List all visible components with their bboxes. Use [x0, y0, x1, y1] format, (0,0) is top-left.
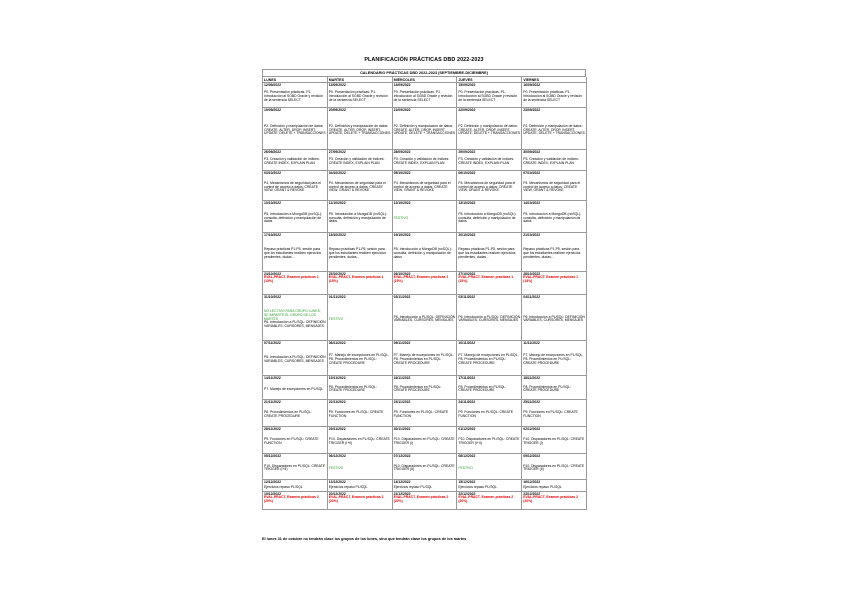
calendar-cell: [328, 295, 393, 341]
calendar-cell: [457, 272, 522, 295]
calendar-cell: [263, 83, 328, 108]
calendar-cell: [263, 201, 328, 233]
calendar-cell: [522, 376, 587, 400]
cell-activity-text: P6. Introducción a PL/SQL: DEFINICIÓN VARIABLES, CURSORES, MENSAJES: [264, 320, 326, 329]
cell-activity: P2. Definición y manipulación de datos: CREATE, ALTER, DROP, INSERT, UPDATE, DELETE + TRANSACCIONES: [264, 123, 326, 136]
cell-date: 20/10/2022: [458, 233, 476, 237]
cell-date: 15/09/2022: [458, 83, 476, 87]
calendar-cell: [457, 233, 522, 272]
cell-date: 23/09/2022: [523, 108, 541, 112]
cell-activity: P9. Funciones en PL/SQL: CREATE FUNCTION: [328, 410, 384, 418]
day-header-monday: LUNES: [263, 77, 328, 83]
calendar-cell: [328, 150, 393, 171]
cell-activity: P0. Presentación prácticas. P1. Introducción al SGBD Oracle y revisión de la sentencia SELECT: [264, 90, 323, 102]
calendar-cell: [328, 376, 393, 400]
cell-date: 21/12/2022: [393, 492, 411, 496]
day-header-tuesday: MARTES: [328, 77, 393, 83]
cell-date: 17/11/2022: [458, 376, 476, 380]
calendar-cell: [328, 454, 393, 480]
exam-label: EVAL-PRACT. Examen prácticas 2 (20%): [523, 495, 578, 504]
no-class-notice: NO LECTIVO PARA GRUPO LUNES, SE IMPARTE EL GRUPO DE LOS MARTES: [264, 308, 321, 321]
cell-activity: [264, 299, 326, 339]
cell-date: 08/11/2022: [328, 341, 346, 345]
calendar-cell: [263, 171, 328, 201]
cell-date: 14/12/2022: [393, 480, 411, 484]
cell-activity: Ejercicios repaso PL/SQL: [523, 484, 562, 489]
cell-activity: P2. Definición y manipulación de datos: CREATE, ALTER, DROP, INSERT, UPDATE, DELETE + TRANSACCIONES: [393, 123, 456, 136]
calendar-cell: [263, 295, 328, 341]
cell-date: 21/11/2022: [264, 400, 281, 404]
calendar-subtitle: CALENDARIO PRÁCTICAS DBD 2022-2023 (SEPTIEMBRE-DICIEMBRE): [262, 69, 586, 76]
calendar-cell: [393, 272, 458, 295]
cell-date: 12/09/2022: [264, 83, 281, 87]
cell-date: 09/12/2022: [523, 454, 541, 458]
exam-label: EVAL-PRACT. Examen prácticas 1 (15%): [393, 275, 449, 284]
cell-activity: P0. Presentación prácticas. P1. Introducción al SGBD Oracle y revisión de la sentencia SELECT: [523, 90, 582, 102]
cell-activity: P6. Introducción a PL/SQL: DEFINICIÓN VARIABLES, CURSORES, MENSAJES: [264, 355, 326, 363]
cell-date: 19/09/2022: [264, 108, 281, 112]
cell-activity: P6. Introducción a PL/SQL: DEFINICIÓN VARIABLES, CURSORES, MENSAJES: [523, 314, 585, 323]
calendar-cell: [522, 171, 587, 201]
cell-date: 22/12/2022: [458, 492, 476, 496]
cell-date: 26/09/2022: [264, 150, 281, 154]
cell-date: 13/12/2022: [328, 480, 346, 484]
cell-date: 15/12/2022: [458, 480, 476, 484]
calendar-cell: [457, 201, 522, 233]
cell-date: 23/12/2022: [523, 492, 541, 496]
cell-activity: P10. Disparadores en PL/SQL: CREATE TRIGGER (I+II): [264, 463, 325, 472]
calendar-cell: [393, 492, 458, 510]
cell-activity: P5. Introducción a MongoDB (noSQL): consulta, definición y manipulación de datos: [393, 247, 452, 259]
cell-date: 02/11/2022: [393, 295, 411, 299]
cell-date: 16/09/2022: [523, 83, 541, 87]
cell-date: 08/12/2022: [458, 454, 476, 458]
calendar-cell: [393, 171, 458, 201]
calendar-cell: [522, 480, 587, 492]
calendar-cell: [328, 171, 393, 201]
cell-date: 16/12/2022: [523, 480, 541, 484]
cell-date: 20/09/2022: [328, 108, 346, 112]
cell-date: 25/11/2022: [523, 400, 540, 404]
cell-date: 06/12/2022: [328, 454, 346, 458]
cell-activity: Ejercicios repaso PL/SQL: [264, 484, 303, 489]
cell-activity: P4. Mecanismos de seguridad para el control de acceso a datos: CREATE VIEW, GRANT & REVOKE: [328, 180, 386, 193]
cell-date: 17/10/2022: [264, 233, 281, 237]
calendar-cell: [457, 341, 522, 376]
calendar-cell: [263, 454, 328, 480]
calendar-grid: [262, 76, 586, 510]
calendar-cell: [522, 83, 587, 108]
cell-activity: Ejercicios repaso PL/SQL: [458, 484, 498, 489]
calendar-cell: [263, 233, 328, 272]
cell-date: 04/11/2022: [523, 295, 540, 299]
calendar-cell: [393, 201, 458, 233]
exam-label: EVAL-PRACT. Examen prácticas 2 (20%): [328, 495, 384, 504]
cell-date: 11/10/2022: [328, 201, 346, 205]
calendar-cell: [263, 376, 328, 400]
calendar-cell: [393, 295, 458, 341]
cell-activity: P4. Mecanismos de seguridad para el control de acceso a datos: CREATE VIEW, GRANT & REVOKE: [393, 180, 451, 193]
cell-activity: P10. Disparadores en PL/SQL: CREATE TRIGGER (I+II): [328, 437, 390, 445]
holiday-label: FESTIVO: [393, 215, 409, 220]
cell-date: 05/12/2022: [264, 454, 281, 458]
exam-label: EVAL-PRACT. Examen prácticas 1 (15%): [328, 275, 384, 284]
cell-date: 15/11/2022: [328, 376, 346, 380]
cell-activity: P5. Introducción a MongoDB (noSQL): consulta, definición y manipulación de datos: [328, 211, 387, 224]
cell-activity: P10. Disparadores en PL/SQL: CREATE TRIGGER (I): [523, 437, 585, 445]
cell-date: 31/10/2022: [264, 295, 281, 299]
calendar-cell: [457, 480, 522, 492]
calendar-cell: [263, 400, 328, 427]
cell-date: 03/10/2022: [264, 171, 281, 175]
cell-activity: P2. Definición y manipulación de datos: CREATE, ALTER, DROP, INSERT, UPDATE, DELETE + TRANSACCIONES: [523, 123, 585, 136]
cell-date: 27/10/2022: [458, 272, 476, 276]
cell-activity: Repaso prácticas P1-P5, sesión para que los estudiantes realicen ejercicios pendientes, dudas...: [264, 247, 322, 259]
cell-date: 23/11/2022: [393, 400, 411, 404]
cell-date: 02/12/2022: [523, 427, 541, 431]
calendar-cell: [522, 201, 587, 233]
calendar-cell: [393, 108, 458, 150]
calendar-cell: [393, 427, 458, 454]
calendar-cell: [393, 150, 458, 171]
cell-activity: Repaso prácticas P1-P5, sesión para que los estudiantes realicen ejercicios pendientes, dudas...: [458, 247, 516, 259]
cell-activity: P10. Disparadores en PL/SQL: CREATE TRIGGER (II): [523, 463, 585, 472]
cell-activity: P9. Funciones en PL/SQL: CREATE FUNCTION: [523, 410, 578, 418]
cell-date: 30/11/2022: [393, 427, 411, 431]
calendar-cell: [393, 341, 458, 376]
cell-date: 28/10/2022: [523, 272, 541, 276]
cell-activity: P5. Introducción a MongoDB (noSQL): consulta, definición y manipulación de datos: [458, 211, 517, 224]
calendar-cell: [522, 272, 587, 295]
exam-label: EVAL-PRACT. Examen prácticas 1 (15%): [458, 275, 514, 284]
cell-activity: P0. Presentación prácticas. P1. Introducción al SGBD Oracle y revisión de la sentencia SELECT: [393, 90, 453, 102]
calendar-cell: [393, 400, 458, 427]
cell-date: 10/10/2022: [264, 201, 281, 205]
cell-date: 25/10/2022: [328, 272, 346, 276]
calendar-cell: [457, 150, 522, 171]
calendar-cell: [263, 427, 328, 454]
calendar-cell: [457, 454, 522, 480]
calendar-cell: [457, 427, 522, 454]
cell-activity: P5. Introducción a MongoDB (noSQL): consulta, definición y manipulación de datos: [523, 211, 582, 224]
cell-date: 04/10/2022: [328, 171, 346, 175]
calendar-cell: [522, 427, 587, 454]
cell-activity: P7. Manejo de excepciones en PL/SQL: [264, 386, 324, 391]
calendar-cell: [263, 480, 328, 492]
exam-label: EVAL-PRACT. Examen prácticas 2 (20%): [458, 495, 514, 504]
cell-activity: P5. Introducción a MongoDB (noSQL): consulta, definición y manipulación de datos: [264, 211, 323, 224]
cell-activity: P7. Manejo de excepciones en PL/SQL, P8. Procedimientos en PL/SQL: CREATE PROCEDURE: [458, 353, 519, 365]
cell-date: 05/10/2022: [393, 171, 411, 175]
calendar-cell: [393, 233, 458, 272]
cell-date: 29/09/2022: [458, 150, 476, 154]
cell-date: 12/12/2022: [264, 480, 281, 484]
cell-date: 01/11/2022: [328, 295, 346, 299]
cell-activity: Ejercicios repaso PL/SQL: [328, 484, 368, 489]
calendar-cell: [393, 83, 458, 108]
calendar-cell: [522, 150, 587, 171]
cell-date: 07/10/2022: [523, 171, 541, 175]
calendar-cell: [457, 171, 522, 201]
calendar-cell: [328, 272, 393, 295]
calendar-cell: [328, 341, 393, 376]
cell-activity: P3. Creación y validación de índices: CREATE INDEX, EXPLAIN PLAN: [264, 157, 320, 165]
cell-date: 22/09/2022: [458, 108, 476, 112]
exam-label: EVAL-PRACT. Examen prácticas 1 (15%): [523, 275, 578, 284]
day-header-friday: VIERNES: [522, 77, 587, 83]
cell-date: 13/10/2022: [458, 201, 476, 205]
cell-activity: P0. Presentación prácticas. P1. Introducción al SGBD Oracle y revisión de la sentencia SELECT: [328, 90, 388, 102]
cell-activity: Ejercicios repaso PL/SQL: [393, 484, 433, 489]
cell-activity: P9. Funciones en PL/SQL: CREATE FUNCTION: [393, 410, 449, 418]
holiday-label: FESTIVO: [328, 465, 344, 470]
cell-date: 18/10/2022: [328, 233, 346, 237]
cell-activity: P4. Mecanismos de seguridad para el control de acceso a datos: CREATE VIEW, GRANT & REVOKE: [264, 180, 321, 193]
calendar-cell: [328, 480, 393, 492]
cell-activity: P2. Definición y manipulación de datos: CREATE, ALTER, DROP, INSERT, UPDATE, DELETE + TRANSACCIONES: [458, 123, 520, 136]
cell-date: 16/11/2022: [393, 376, 411, 380]
calendar-cell: [522, 492, 587, 510]
cell-activity: P3. Creación y validación de índices: CREATE INDEX, EXPLAIN PLAN: [523, 157, 579, 165]
cell-date: 14/11/2022: [264, 376, 281, 380]
cell-activity: P8. Procedimientos en PL/SQL: CREATE PROCEDURE: [264, 410, 312, 418]
calendar-cell: [263, 150, 328, 171]
cell-date: 20/12/2022: [328, 492, 346, 496]
cell-date: 09/11/2022: [393, 341, 411, 345]
cell-date: 10/11/2022: [458, 341, 476, 345]
cell-date: 28/11/2022: [264, 427, 281, 431]
cell-activity: P3. Creación y validación de índices: CREATE INDEX, EXPLAIN PLAN: [458, 157, 514, 165]
cell-date: 21/09/2022: [393, 108, 411, 112]
footnote: El lunes 31 de octubre no tendrán clase los grupos de los lunes, sino que tendrán clase los grupos de los martes: [262, 537, 467, 541]
cell-date: 07/12/2022: [393, 454, 411, 458]
cell-date: 14/10/2022: [523, 201, 541, 205]
cell-activity: P3. Creación y validación de índices: CREATE INDEX, EXPLAIN PLAN: [393, 157, 450, 165]
page-title: PLANIFICACIÓN PRÁCTICAS DBD 2022-2023: [364, 57, 484, 63]
cell-date: 30/09/2022: [523, 150, 541, 154]
cell-activity: Repaso prácticas P1-P5, sesión para que los estudiantes realicen ejercicios pendientes, dudas...: [328, 247, 386, 259]
cell-activity: P7. Manejo de excepciones en PL/SQL, P8. Procedimientos en PL/SQL: CREATE PROCEDURE: [393, 353, 454, 365]
day-header-thursday: JUEVES: [457, 77, 522, 83]
cell-date: 18/11/2022: [523, 376, 540, 380]
cell-date: 14/09/2022: [393, 83, 411, 87]
calendar-sheet: [262, 66, 586, 510]
holiday-label: FESTIVO: [328, 316, 344, 321]
calendar-cell: [328, 400, 393, 427]
cell-date: 01/12/2022: [458, 427, 476, 431]
cell-activity: P8. Procedimientos en PL/SQL: CREATE PROCEDURE: [328, 384, 377, 393]
cell-activity: Repaso prácticas P1-P5, sesión para que los estudiantes realicen ejercicios pendientes, dudas...: [523, 247, 581, 259]
cell-date: 03/11/2022: [458, 295, 476, 299]
cell-date: 19/12/2022: [264, 492, 281, 496]
calendar-cell: [328, 427, 393, 454]
cell-date: 26/10/2022: [393, 272, 411, 276]
cell-activity: P10. Disparadores en PL/SQL: CREATE TRIGGER (I): [393, 437, 455, 445]
cell-activity: P9. Funciones en PL/SQL: CREATE FUNCTION: [458, 410, 513, 418]
calendar-cell: [522, 233, 587, 272]
calendar-cell: [393, 480, 458, 492]
cell-activity: P6. Introducción a PL/SQL: DEFINICIÓN VARIABLES, CURSORES, MENSAJES: [393, 314, 456, 323]
cell-activity: P4. Mecanismos de seguridad para el control de acceso a datos: CREATE VIEW, GRANT & REVOKE: [458, 180, 516, 193]
cell-activity: P7. Manejo de excepciones en PL/SQL, P8. Procedimientos en PL/SQL: CREATE PROCEDURE: [523, 353, 584, 365]
cell-activity: P8. Procedimientos en PL/SQL: CREATE PROCEDURE: [458, 384, 507, 393]
cell-date: 06/10/2022: [458, 171, 476, 175]
calendar-cell: [522, 295, 587, 341]
calendar-cell: [522, 400, 587, 427]
cell-date: 29/11/2022: [328, 427, 346, 431]
calendar-cell: [522, 108, 587, 150]
cell-date: 19/10/2022: [393, 233, 411, 237]
cell-activity: P3. Creación y validación de índices: CREATE INDEX, EXPLAIN PLAN: [328, 157, 385, 165]
cell-date: 24/11/2022: [458, 400, 476, 404]
cell-date: 12/10/2022: [393, 201, 411, 205]
cell-date: 24/10/2022: [264, 272, 281, 276]
calendar-cell: [263, 108, 328, 150]
cell-activity: P4. Mecanismos de seguridad para el control de acceso a datos: CREATE VIEW, GRANT & REVOKE: [523, 180, 581, 193]
calendar-cell: [457, 400, 522, 427]
exam-label: EVAL-PRACT. Examen prácticas 2 (20%): [393, 495, 449, 504]
calendar-cell: [328, 492, 393, 510]
cell-activity: P8. Procedimientos en PL/SQL: CREATE PROCEDURE: [523, 384, 572, 393]
calendar-cell: [457, 83, 522, 108]
calendar-cell: [457, 376, 522, 400]
calendar-cell: [393, 376, 458, 400]
holiday-label: FESTIVO: [458, 465, 473, 470]
calendar-cell: [263, 492, 328, 510]
calendar-cell: [263, 272, 328, 295]
cell-date: 13/09/2022: [328, 83, 346, 87]
calendar-cell: [328, 201, 393, 233]
cell-date: 21/10/2022: [523, 233, 541, 237]
calendar-cell: [328, 233, 393, 272]
cell-activity: P0. Presentación prácticas. P1. Introducción al SGBD Oracle y revisión de la sentencia SELECT: [458, 90, 518, 102]
exam-label: EVAL-PRACT. Examen prácticas 2 (20%): [264, 495, 319, 504]
day-header-wednesday: MIÉRCOLES: [393, 77, 458, 83]
exam-label: EVAL-PRACT. Examen prácticas 1 (15%): [264, 275, 319, 284]
calendar-cell: [522, 454, 587, 480]
cell-activity: P9. Funciones en PL/SQL: CREATE FUNCTION: [264, 437, 319, 445]
calendar-cell: [393, 454, 458, 480]
cell-activity: P7. Manejo de excepciones en PL/SQL, P8. Procedimientos en PL/SQL: CREATE PROCEDURE: [328, 353, 389, 365]
cell-date: 07/11/2022: [264, 341, 281, 345]
calendar-cell: [457, 108, 522, 150]
cell-activity: P10. Disparadores en PL/SQL: CREATE TRIGGER (I+II): [458, 437, 520, 445]
calendar-cell: [328, 108, 393, 150]
calendar-cell: [457, 295, 522, 341]
cell-date: 22/11/2022: [328, 400, 346, 404]
cell-activity: P8. Procedimientos en PL/SQL: CREATE PROCEDURE: [393, 384, 442, 393]
calendar-cell: [328, 83, 393, 108]
calendar-cell: [263, 341, 328, 376]
cell-activity: P6. Introducción a PL/SQL: DEFINICIÓN VARIABLES, CURSORES, MENSAJES: [458, 314, 521, 323]
cell-date: 28/09/2022: [393, 150, 411, 154]
cell-date: 11/11/2022: [523, 341, 540, 345]
cell-date: 27/09/2022: [328, 150, 346, 154]
calendar-cell: [522, 341, 587, 376]
cell-activity: P2. Definición y manipulación de datos: CREATE, ALTER, DROP, INSERT, UPDATE, DELETE + TRANSACCIONES: [328, 123, 391, 136]
cell-activity: P10. Disparadores en PL/SQL: CREATE TRIGGER (II): [393, 463, 455, 472]
calendar-cell: [457, 492, 522, 510]
